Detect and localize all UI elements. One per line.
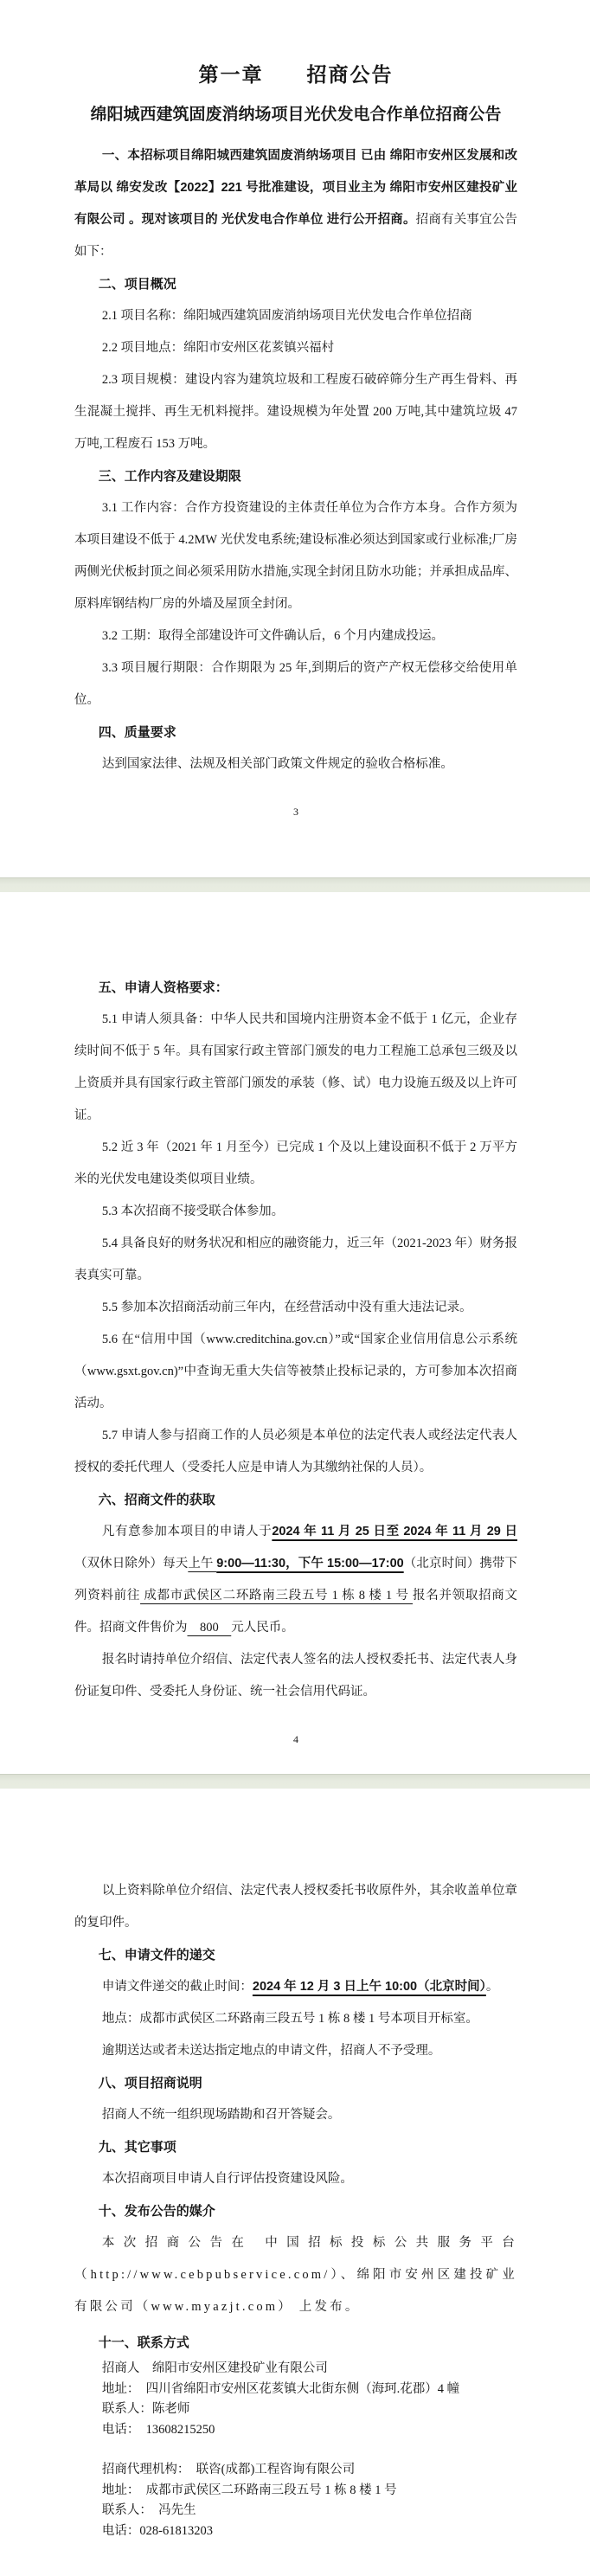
- para-7-late: 逾期送达或者未送达指定地点的申请文件，招商人不予受理。: [101, 2044, 441, 2058]
- para-6-seg-4: 上午: [188, 1557, 217, 1571]
- para-8-1: 招商人不统一组织现场踏勘和召开答疑会。: [101, 2108, 341, 2122]
- para-5-3: 5.3 本次招商不接受联合体参加。: [101, 1204, 285, 1218]
- para-3-3: 3.3 项目履行期限：合作期限为 25 年,到期后的资产产权无偿移交给使用单位。: [74, 661, 517, 707]
- heading-section-10: 十、发布公告的媒介: [98, 2204, 215, 2219]
- contact-inviter-address: 地址： 四川省绵阳市安州区花荄镇大北街东侧（海珂.花郡）4 幢: [101, 2381, 460, 2396]
- para-6-seg-3: （双休日除外）每天: [74, 1557, 189, 1571]
- page-separator: [0, 1774, 590, 1789]
- para-6-seg-6: （北京时间）携带下列资料前往: [74, 1557, 518, 1603]
- para-7-seg-3: 。: [485, 1980, 499, 1994]
- page-1: [0, 0, 590, 877]
- para-6-register: 报名时请持单位介绍信、法定代表人签名的法人授权委托书、法定代表人身份证复印件、受委托人身份证、统一社会信用代码证。: [74, 1653, 517, 1699]
- para-5-7: 5.7 申请人参与招商工作的人员必须是本单位的法定代表人或经法定代表人授权的委托代理人（受委托人应是申请人为其缴纳社保的人员）。: [74, 1429, 517, 1474]
- heading-section-6: 六、招商文件的获取: [98, 1493, 215, 1507]
- para-5-2: 5.2 近 3 年（2021 年 1 月至今）已完成 1 个及以上建设面积不低于 2 万平方米的光伏发电建设类似项目业绩。: [74, 1140, 517, 1186]
- heading-section-9: 九、其它事项: [98, 2140, 176, 2155]
- chapter-title: 第一章 招商公告: [198, 63, 394, 86]
- para-6-seg-10: 元人民币。: [231, 1621, 294, 1635]
- page-number-4: 4: [293, 1733, 298, 1745]
- page-2: [0, 892, 590, 1774]
- para-7-deadline-date: 2024 年 12 月 3 日上午 10:00（北京时间）: [252, 1980, 486, 1994]
- para-3-2: 3.2 工期：取得全部建设许可文件确认后，6 个月内建成投运。: [101, 629, 445, 643]
- para-2-2: 2.2 项目地点：绵阳市安州区花荄镇兴福村: [101, 341, 335, 355]
- heading-section-3: 三、工作内容及建设期限: [98, 469, 241, 484]
- para-5-5: 5.5 参加本次招商活动前三年内，在经营活动中没有重大违法记录。: [101, 1301, 472, 1314]
- para-6-date-range: 2024 年 11 月 25 日至 2024 年 11 月 29 日: [272, 1525, 518, 1539]
- contact-block-agency: [74, 2460, 517, 2541]
- heading-section-4: 四、质量要求: [98, 725, 176, 740]
- para-10-media: 本次招商公告在 中国招标投标公共服务平台（http://www.cebpubservice.com/）、绵阳市安州区建投矿业有限公司（www.myazjt.com） 上发布。: [74, 2236, 517, 2314]
- para-7-seg-1: 申请文件递交的截止时间：: [101, 1980, 253, 1994]
- para-6-price: 800: [187, 1621, 232, 1635]
- para-5-4: 5.4 具备良好的财务状况和相应的融资能力，近三年（2021-2023 年）财务报表真实可靠。: [74, 1237, 517, 1282]
- heading-section-5: 五、申请人资格要求：: [98, 980, 228, 995]
- heading-section-2: 二、项目概况: [98, 277, 176, 292]
- document-title: 绵阳城西建筑固废消纳场项目光伏发电合作单位招商公告: [90, 106, 502, 124]
- page-3: [0, 1789, 590, 2576]
- heading-section-8: 八、项目招商说明: [98, 2076, 202, 2091]
- contact-spacer: [74, 2440, 517, 2460]
- page-number-3: 3: [293, 806, 298, 818]
- para-4-1: 达到国家法律、法规及相关部门政策文件规定的验收合格标准。: [101, 757, 453, 771]
- para-intro: [74, 140, 517, 268]
- para-9-1: 本次招商项目申请人自行评估投资建设风险。: [101, 2172, 353, 2186]
- para-2-3: 2.3 项目规模：建设内容为建筑垃圾和工程废石破碎筛分生产再生骨料、再生混凝土搅拌、再生无机料搅拌。建设规模为年处置 200 万吨,其中建筑垃圾 47 万吨,工程废石 153 万吨。: [74, 373, 517, 451]
- para-6-obtain: [74, 1516, 517, 1644]
- para-intro-bold-text: 一、本招标项目绵阳城西建筑固废消纳场项目 已由 绵阳市安州区发展和改革局以 绵安发改【2022】221 号批准建设，项目业主为 绵阳市安州区建投矿业有限公司 。现对该项目的 光伏发电合作单位 进行公开招商。: [74, 149, 517, 227]
- para-3-1: 3.1 工作内容：合作方投资建设的主体责任单位为合作方本身。合作方须为本项目建设不低于 4.2MW 光伏发电系统;建设标准必须达到国家或行业标准;厂房两侧光伏板封顶之间必须采用防水措施,实现全封闭且防水功能；并承担成品库、原料库钢结构厂房的外墙及屋顶全封闭。: [74, 501, 517, 611]
- para-6-seg-8: 报名并领取招商文件。招商文件售价为: [74, 1589, 518, 1635]
- contact-inviter-name: 招商人 绵阳市安州区建投矿业有限公司: [101, 2361, 328, 2375]
- para-5-6: 5.6 在“信用中国（www.creditchina.gov.cn）”或“国家企业信用信息公示系统（www.gsxt.gov.cn)”中查询无重大失信等被禁止投标记录的，方可参加本次招商活动。: [74, 1333, 517, 1410]
- para-7-deadline: [74, 1971, 517, 2003]
- contact-agency-person: 联系人： 冯先生: [101, 2503, 196, 2517]
- contact-inviter-person: 联系人：陈老师: [101, 2402, 190, 2416]
- para-copies: 以上资料除单位介绍信、法定代表人授权委托书收原件外，其余收盖单位章的复印件。: [74, 1884, 517, 1930]
- heading-section-11: 十一、联系方式: [98, 2335, 189, 2350]
- contact-agency-name: 招商代理机构： 联咨(成都)工程咨询有限公司: [101, 2463, 356, 2476]
- para-5-1: 5.1 申请人须具备：中华人民共和国境内注册资本金不低于 1 亿元，企业存续时间不低于 5 年。具有国家行政主管部门颁发的电力工程施工总承包三级及以上资质并具有国家行政主管部门颁发的承装（修、试）电力设施五级及以上许可证。: [74, 1012, 517, 1122]
- para-2-1: 2.1 项目名称：绵阳城西建筑固废消纳场项目光伏发电合作单位招商: [101, 309, 472, 323]
- para-6-time-range: 9:00—11:30，下午 15:00—17:00: [216, 1557, 404, 1571]
- heading-section-7: 七、申请文件的递交: [98, 1948, 215, 1963]
- para-6-address: 成都市武侯区二环路南三段五号 1 栋 8 楼 1 号: [140, 1589, 414, 1603]
- contact-inviter-phone: 电话： 13608215250: [101, 2422, 215, 2437]
- para-7-location: 地点：成都市武侯区二环路南三段五号 1 栋 8 楼 1 号本项目开标室。: [101, 2012, 478, 2026]
- contact-agency-phone: 电话：028-61813203: [101, 2523, 213, 2538]
- contact-block-inviter: [74, 2359, 517, 2440]
- para-intro-regular-text: 招商有关事宜公告如下：: [74, 213, 517, 259]
- para-6-seg-1: 凡有意参加本项目的申请人于: [101, 1525, 273, 1539]
- contact-agency-address: 地址： 成都市武侯区二环路南三段五号 1 栋 8 楼 1 号: [101, 2483, 397, 2497]
- page-separator: [0, 877, 590, 892]
